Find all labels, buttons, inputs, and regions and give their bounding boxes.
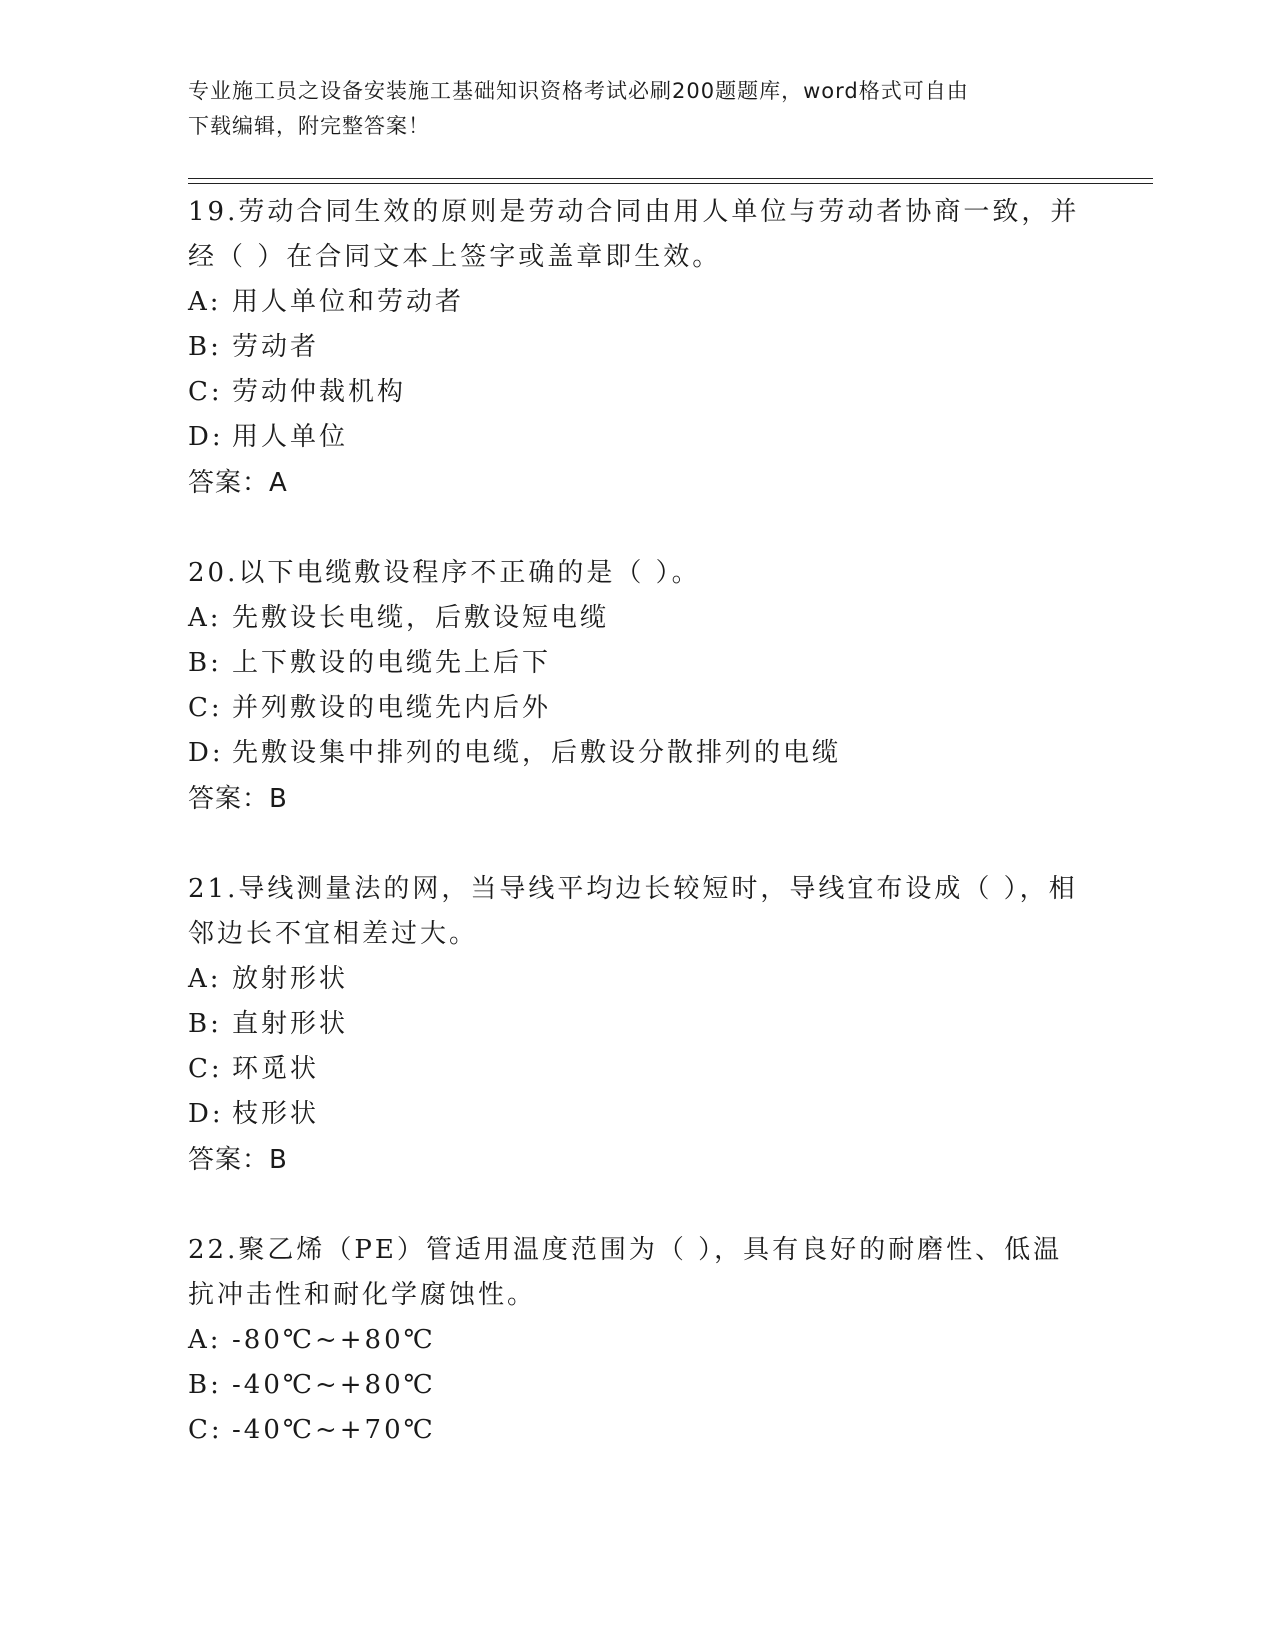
option-text: 劳动者: [232, 332, 320, 362]
option-text: 枝形状: [232, 1099, 320, 1129]
document-header: [188, 74, 1068, 144]
header-line-1: 专业施工员之设备安装施工基础知识资格考试必刷200题题库，word格式可自由: [188, 79, 969, 103]
answer-line: 答案：B: [188, 784, 288, 814]
question-21: [188, 867, 1088, 1183]
option-label: B:: [188, 1009, 222, 1039]
option-d: [188, 415, 1088, 460]
option-a: [188, 957, 1088, 1002]
option-label: D:: [188, 422, 224, 452]
option-b: [188, 325, 1088, 370]
option-c: [188, 370, 1088, 415]
option-a: [188, 1318, 1088, 1363]
answer-line: 答案：A: [188, 468, 288, 498]
option-c: [188, 686, 1088, 731]
option-label: C:: [188, 377, 223, 407]
option-d: [188, 731, 1088, 776]
question-19: [188, 190, 1088, 506]
question-22: [188, 1228, 1088, 1453]
option-text: 上下敷设的电缆先上后下: [232, 648, 552, 678]
option-label: C:: [188, 1415, 223, 1445]
option-text: 先敷设集中排列的电缆，后敷设分散排列的电缆: [232, 738, 842, 768]
option-text: 用人单位和劳动者: [232, 287, 465, 317]
option-label: A:: [188, 964, 222, 994]
option-c: [188, 1408, 1088, 1453]
question-20: [188, 551, 1088, 822]
question-text: 19.劳动合同生效的原则是劳动合同由用人单位与劳动者协商一致，并经（ ）在合同文本上签字或盖章即生效。: [188, 197, 1080, 272]
header-divider-top: [188, 178, 1153, 179]
option-text: 用人单位: [232, 422, 349, 452]
option-label: D:: [188, 738, 224, 768]
option-text: 放射形状: [232, 964, 349, 994]
option-b: [188, 1002, 1088, 1047]
option-label: B:: [188, 332, 222, 362]
question-text: 21.导线测量法的网，当导线平均边长较短时，导线宜布设成（ ），相邻边长不宜相差过大。: [188, 874, 1078, 949]
header-divider-bottom: [188, 183, 1153, 184]
option-label: D:: [188, 1099, 224, 1129]
option-label: A:: [188, 287, 222, 317]
question-text: 22.聚乙烯（PE）管适用温度范围为（ ），具有良好的耐磨性、低温抗冲击性和耐化学腐蚀性。: [188, 1235, 1063, 1310]
option-text: -80℃~+80℃: [232, 1325, 436, 1355]
question-list: [188, 190, 1088, 1453]
option-label: A:: [188, 603, 222, 633]
answer-line: 答案：B: [188, 1145, 288, 1175]
option-b: [188, 1363, 1088, 1408]
option-label: A:: [188, 1325, 222, 1355]
option-text: 环觅状: [232, 1054, 320, 1084]
option-text: 劳动仲裁机构: [232, 377, 407, 407]
option-label: C:: [188, 1054, 223, 1084]
option-text: -40℃~+80℃: [232, 1370, 436, 1400]
option-label: B:: [188, 648, 222, 678]
option-b: [188, 641, 1088, 686]
option-d: [188, 1092, 1088, 1137]
question-text: 20.以下电缆敷设程序不正确的是（ ）。: [188, 558, 701, 588]
option-text: 并列敷设的电缆先内后外: [232, 693, 552, 723]
option-text: 直射形状: [232, 1009, 349, 1039]
option-label: B:: [188, 1370, 222, 1400]
option-a: [188, 280, 1088, 325]
option-text: -40℃~+70℃: [232, 1415, 436, 1445]
option-c: [188, 1047, 1088, 1092]
header-line-2: 下载编辑，附完整答案！: [188, 114, 430, 138]
option-text: 先敷设长电缆，后敷设短电缆: [232, 603, 610, 633]
option-label: C:: [188, 693, 223, 723]
option-a: [188, 596, 1088, 641]
